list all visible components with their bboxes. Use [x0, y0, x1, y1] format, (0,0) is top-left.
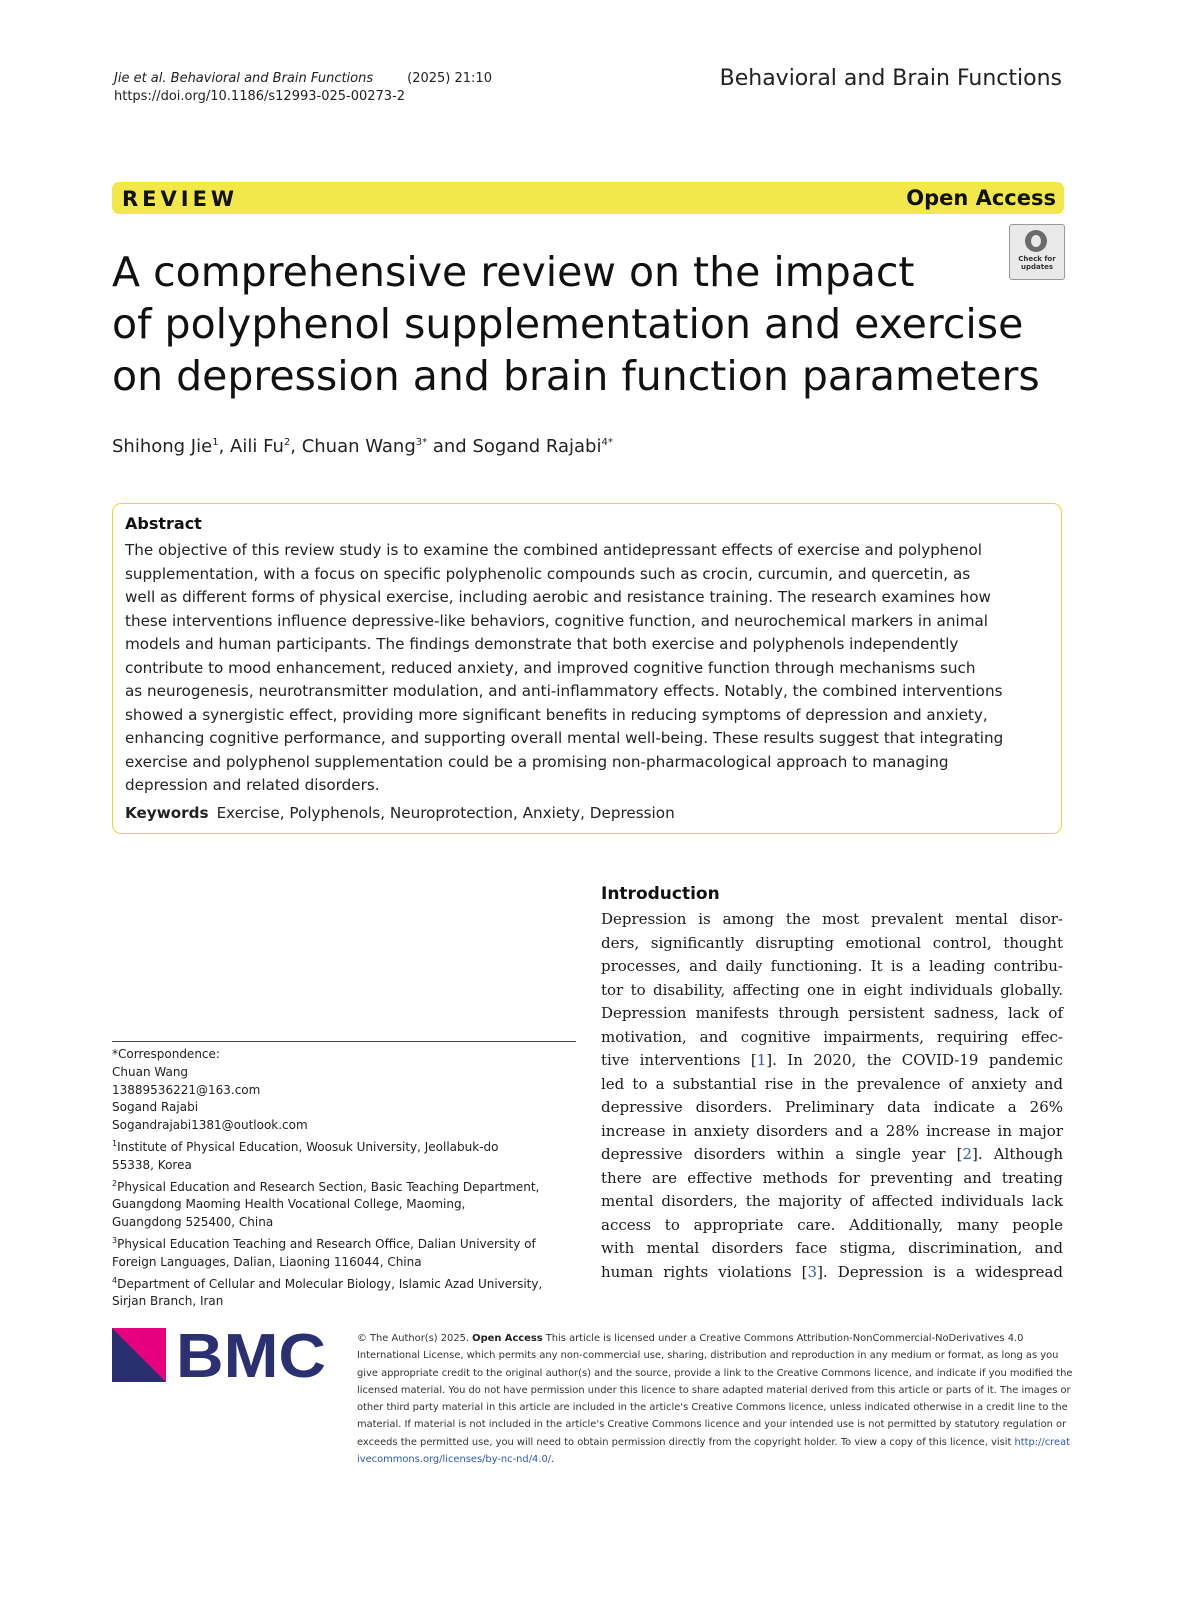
- affiliation-marker: 2: [112, 1178, 118, 1188]
- affiliation-marker: 1: [112, 1138, 118, 1148]
- author-affiliation-marker: 1: [212, 437, 219, 448]
- license-text-segment: This article is licensed under a Creative Commons Attribution-NonCommercial-NoDerivatives 4.0: [542, 1333, 1024, 1344]
- introduction-text-segment: Depression manifests through persistent sadness, lack of: [601, 1004, 1063, 1022]
- license-line: [357, 1347, 1062, 1364]
- introduction-line: [601, 1026, 1063, 1050]
- license-line: [357, 1451, 1062, 1468]
- affiliation-line: [112, 1157, 582, 1175]
- introduction-line: [601, 955, 1063, 979]
- abstract-heading: Abstract: [125, 514, 202, 533]
- abstract-line: well as different forms of physical exercise, including aerobic and resistance training. The research examines how: [125, 588, 991, 606]
- author-name: Shihong Jie: [112, 436, 213, 457]
- bmc-logo-text: BMC: [176, 1328, 326, 1382]
- introduction-line: [601, 1073, 1063, 1097]
- introduction-text-segment: there are effective methods for preventing and treating: [601, 1168, 1063, 1187]
- footnote-divider: [112, 1041, 576, 1042]
- license-link[interactable]: ivecommons.org/licenses/by-nc-nd/4.0/: [357, 1454, 552, 1466]
- introduction-text-segment: human rights violations [: [601, 1262, 808, 1281]
- journal-name: Behavioral and Brain Functions: [719, 66, 1062, 91]
- abstract-box: [112, 503, 1062, 834]
- author-name: Aili Fu: [230, 436, 284, 457]
- bmc-logo: [112, 1328, 327, 1382]
- abstract-line: depression and related disorders.: [125, 776, 380, 794]
- license-line: [357, 1330, 1062, 1347]
- keywords-list: Exercise, Polyphenols, Neuroprotection, Anxiety, Depression: [216, 804, 675, 822]
- license-link[interactable]: http://creat: [1014, 1436, 1071, 1448]
- introduction-text-segment: led to a substantial rise in the prevalence of anxiety and: [601, 1074, 1063, 1093]
- introduction-text-segment: Depression is among the most prevalent mental disor-: [601, 910, 1063, 928]
- affiliation-line: [112, 1196, 582, 1214]
- abstract-line: showed a synergistic effect, providing more significant benefits in reducing symptoms of depression and anxiety,: [125, 705, 988, 724]
- introduction-line: [601, 1096, 1063, 1120]
- license-text-segment: International License, which permits any non-commercial use, sharing, distribution and reproduction in any medium or format, as long as you: [357, 1350, 1059, 1362]
- author-name: Sogand Rajabi: [472, 436, 602, 457]
- citation-journal: Jie et al. Behavioral and Brain Functions: [114, 71, 374, 86]
- introduction-line: [601, 1002, 1063, 1026]
- doi-link[interactable]: https://doi.org/10.1186/s12993-025-00273-2: [114, 89, 406, 104]
- introduction-line: [601, 979, 1063, 1003]
- license-line: [357, 1382, 1071, 1399]
- abstract-line: enhancing cognitive performance, and supporting overall mental well-being. These results suggest that integrating: [125, 729, 1004, 747]
- abstract-text: [125, 539, 1050, 798]
- correspondence-line: *Correspondence:: [112, 1047, 220, 1061]
- affiliation-text: Institute of Physical Education, Woosuk University, Jeollabuk-do: [117, 1139, 499, 1154]
- introduction-text-segment: access to appropriate care. Additionally, many people: [601, 1215, 1063, 1234]
- affiliation-text: Sirjan Branch, Iran: [112, 1294, 224, 1309]
- article-type-label: REVIEW: [122, 187, 239, 211]
- introduction-text-segment: depressive disorders within a single year [: [601, 1145, 963, 1163]
- keywords-label: Keywords: [125, 804, 209, 822]
- introduction-text-segment: mental disorders, the majority of affected individuals lack: [601, 1192, 1063, 1210]
- introduction-line: [601, 932, 1063, 956]
- introduction-text-segment: tive interventions [: [601, 1051, 757, 1069]
- license-text-segment: give appropriate credit to the original author(s) and the source, provide a link to the Creative Commons licence, and indicate if you modified the: [357, 1367, 1073, 1379]
- citation-reference[interactable]: 2: [962, 1145, 972, 1163]
- introduction-text-segment: tor to disability, affecting one in eight individuals globally.: [601, 980, 1063, 999]
- abstract-line: these interventions influence depressive-like behaviors, cognitive function, and neurochemical markers in animal: [125, 611, 989, 630]
- introduction-text-segment: depressive disorders. Preliminary data indicate a 26%: [601, 1098, 1063, 1116]
- affiliation-text: Guangdong Maoming Health Vocational College, Maoming,: [112, 1197, 466, 1212]
- affiliation-line: [112, 1272, 582, 1294]
- open-access-label: Open Access: [906, 186, 1056, 210]
- introduction-line: [601, 1261, 1063, 1285]
- correspondence-line: Chuan Wang: [112, 1064, 189, 1079]
- affiliation-line: [112, 1232, 582, 1254]
- introduction-text-segment: ]. Although: [971, 1145, 1063, 1163]
- introduction-heading: Introduction: [601, 884, 720, 904]
- citation-reference[interactable]: 3: [807, 1262, 818, 1281]
- author-affiliation-marker: 3*: [415, 437, 428, 448]
- license-text-segment: licensed material. You do not have permission under this licence to share adapted material derived from this article or parts of it. The images or: [357, 1384, 1071, 1396]
- affiliation-text: Department of Cellular and Molecular Biology, Islamic Azad University,: [117, 1276, 543, 1291]
- title-line: on depression and brain function parameters: [112, 352, 1040, 400]
- introduction-text-segment: with mental disorders face stigma, discrimination, and: [601, 1239, 1063, 1257]
- correspondence-line: Sogand Rajabi: [112, 1100, 199, 1115]
- license-line: [357, 1399, 1068, 1416]
- license-text-segment: © The Author(s) 2025.: [357, 1333, 473, 1344]
- abstract-line: models and human participants. The findings demonstrate that both exercise and polyphenols independently: [125, 635, 959, 653]
- license-text: [357, 1330, 1073, 1468]
- introduction-line: [601, 1214, 1063, 1238]
- title-line: A comprehensive review on the impact: [112, 248, 915, 296]
- affiliation-line: [112, 1293, 582, 1311]
- license-open-access-label: Open Access: [472, 1333, 543, 1344]
- abstract-line: supplementation, with a focus on specific polyphenolic compounds such as crocin, curcumin, and quercetin, as: [125, 564, 971, 583]
- affiliation-line: [112, 1135, 582, 1157]
- license-line: [357, 1434, 1071, 1451]
- introduction-text: [601, 908, 1063, 1284]
- abstract-line: The objective of this review study is to examine the combined antidepressant effects of exercise and polyphenol: [125, 541, 982, 559]
- introduction-text-segment: ders, significantly disrupting emotional control, thought: [601, 933, 1063, 952]
- abstract-line: exercise and polyphenol supplementation could be a promising non-pharmacological approach to managing: [125, 752, 949, 771]
- introduction-line: [601, 908, 1063, 932]
- license-line: [357, 1365, 1073, 1382]
- check-updates-label: Check for updates: [1018, 255, 1056, 271]
- affiliation-line: [112, 1214, 582, 1232]
- author-separator: ,: [218, 436, 231, 457]
- license-line: [357, 1416, 1067, 1433]
- introduction-text-segment: processes, and daily functioning. It is a leading contribu-: [601, 957, 1063, 975]
- license-text-segment: .: [551, 1454, 555, 1466]
- affiliation-marker: 3: [112, 1235, 118, 1245]
- introduction-text-segment: increase in anxiety disorders and a 28% increase in major: [601, 1121, 1063, 1140]
- check-updates-icon-inner: [1031, 235, 1041, 247]
- affiliation-line: [112, 1175, 582, 1197]
- citation-year: (2025) 21:10: [407, 71, 492, 86]
- introduction-line: [601, 1167, 1063, 1191]
- introduction-line: [601, 1049, 1063, 1073]
- introduction-line: [601, 1143, 1063, 1167]
- license-text-segment: other third party material in this article are included in the article's Creative Commons licence, unless indicated otherwise in a credit line to the: [357, 1402, 1068, 1414]
- introduction-text-segment: ]. In 2020, the COVID-19 pandemic: [766, 1051, 1064, 1069]
- citation-header: [114, 70, 492, 106]
- introduction-line: [601, 1237, 1063, 1261]
- affiliation-line: [112, 1254, 582, 1272]
- author-name: Chuan Wang: [301, 436, 416, 457]
- affiliation-text: Guangdong 525400, China: [112, 1215, 274, 1230]
- affiliation-text: Physical Education and Research Section, Basic Teaching Department,: [117, 1179, 540, 1194]
- author-separator: and: [427, 436, 473, 457]
- article-type-banner: [112, 182, 1064, 214]
- correspondence-block: [112, 1046, 582, 1311]
- check-for-updates-badge[interactable]: [1009, 224, 1065, 280]
- author-affiliation-marker: 4*: [601, 437, 613, 448]
- affiliation-text: Foreign Languages, Dalian, Liaoning 116044, China: [112, 1254, 422, 1269]
- correspondence-line: Sogandrajabi1381@outlook.com: [112, 1118, 308, 1133]
- license-text-segment: exceeds the permitted use, you will need to obtain permission directly from the copyright holder. To view a copy of this licence, visit: [357, 1436, 1015, 1448]
- author-affiliation-marker: 2: [283, 437, 291, 448]
- affiliation-text: Physical Education Teaching and Research Office, Dalian University of: [117, 1236, 536, 1251]
- introduction-line: [601, 1190, 1063, 1214]
- introduction-text-segment: motivation, and cognitive impairments, requiring effec-: [601, 1027, 1063, 1046]
- introduction-line: [601, 1120, 1063, 1144]
- abstract-line: contribute to mood enhancement, reduced anxiety, and improved cognitive function through mechanisms such: [125, 658, 976, 677]
- correspondence-line: 13889536221@163.com: [112, 1082, 261, 1097]
- affiliation-marker: 4: [112, 1275, 118, 1285]
- author-list: [112, 436, 613, 457]
- keywords: [125, 804, 675, 822]
- citation-reference[interactable]: 1: [756, 1051, 767, 1069]
- license-text-segment: material. If material is not included in the article's Creative Commons licence and your intended use is not permitted by statutory regulation or: [357, 1419, 1067, 1431]
- introduction-text-segment: ]. Depression is a widespread: [817, 1262, 1063, 1281]
- title-line: of polyphenol supplementation and exercise: [112, 300, 1024, 348]
- abstract-line: as neurogenesis, neurotransmitter modulation, and anti-inflammatory effects. Notably, the combined interventions: [125, 682, 1003, 700]
- affiliation-text: 55338, Korea: [112, 1157, 192, 1172]
- author-separator: ,: [290, 436, 302, 457]
